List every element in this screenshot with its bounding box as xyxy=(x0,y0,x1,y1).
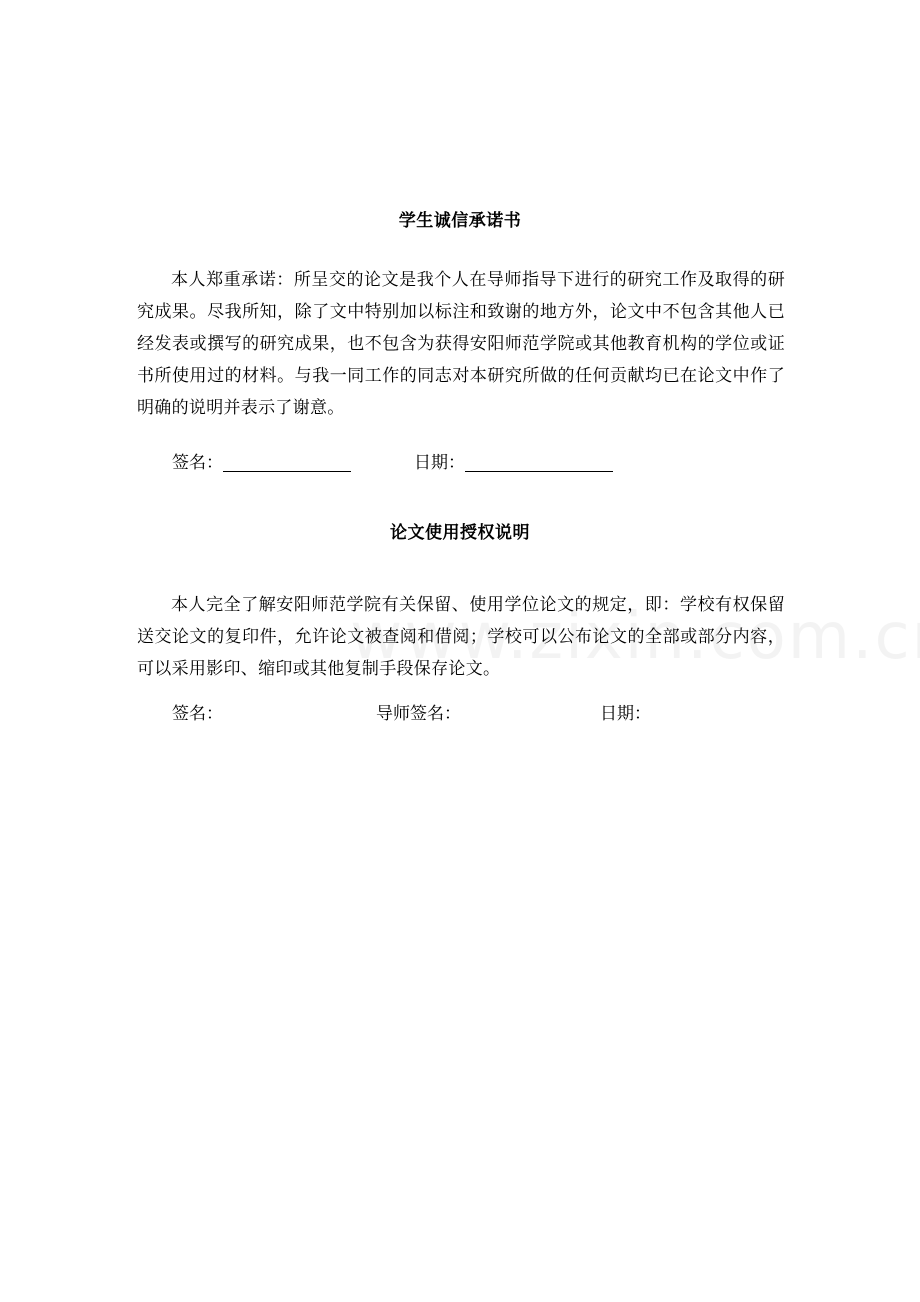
authorization-signature-label: 签名： xyxy=(172,704,223,724)
pledge-title: 学生诚信承诺书 xyxy=(398,211,522,231)
pledge-date-label: 日期： xyxy=(414,453,465,473)
pledge-signature-blank xyxy=(223,453,351,472)
pledge-date-blank xyxy=(465,453,613,472)
authorization-date-label: 日期： xyxy=(600,704,651,724)
pledge-signature-row xyxy=(172,450,351,476)
pledge-signature-label: 签名： xyxy=(172,453,223,473)
pledge-date-row xyxy=(414,450,613,476)
pledge-body: 本人郑重承诺：所呈交的论文是我个人在导师指导下进行的研究工作及取得的研究成果。尽我所知，除了文中特别加以标注和致谢的地方外，论文中不包含其他人已经发表或撰写的研究成果，也不包含为获得安阳师范学院或其他教育机构的学位或证书所使用过的材料。与我一同工作的同志对本研究所做的任何贡献均已在论文中作了明确的说明并表示了谢意。 xyxy=(137,270,785,418)
authorization-advisor-signature-label: 导师签名： xyxy=(376,704,461,724)
authorization-title: 论文使用授权说明 xyxy=(390,523,530,543)
authorization-body: 本人完全了解安阳师范学院有关保留、使用学位论文的规定，即：学校有权保留送交论文的复印件，允许论文被查阅和借阅；学校可以公布论文的全部或部分内容，可以采用影印、缩印或其他复制手段保存论文。 xyxy=(137,595,785,679)
